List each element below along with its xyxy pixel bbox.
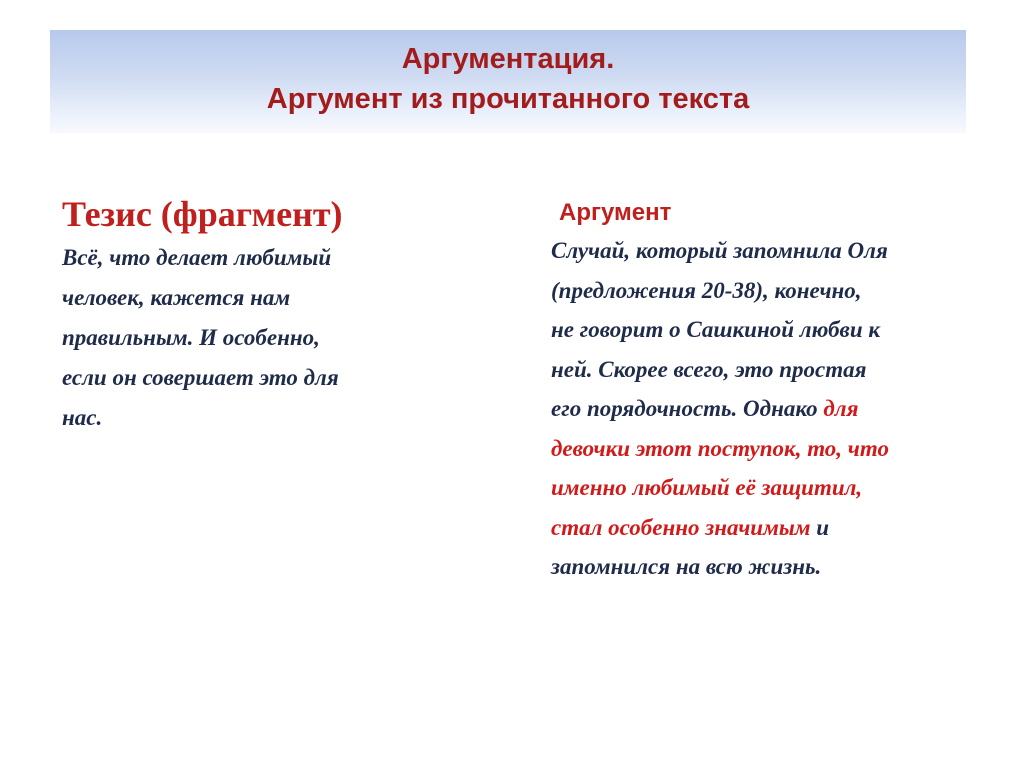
slide-title-line-1: Аргументация. [401, 43, 615, 75]
argument-text: и [810, 514, 830, 540]
argument-text: не говорит о Сашкиной любви к [551, 317, 881, 342]
thesis-column [62, 190, 442, 438]
argument-line [551, 508, 991, 548]
thesis-line: нас. [62, 405, 103, 430]
argument-line [551, 429, 991, 469]
argument-highlight: девочки этот поступок, то, что [551, 435, 889, 461]
thesis-line: правильным. И особенно, [62, 325, 320, 350]
argument-highlight: для [823, 396, 859, 421]
argument-line [551, 547, 991, 587]
argument-line [551, 231, 991, 271]
argument-highlight: именно любимый её защитил, [551, 475, 863, 500]
argument-text: запомнился на всю жизнь. [551, 554, 822, 579]
title-bar [50, 30, 966, 133]
argument-highlight: стал особенно значимым [551, 514, 811, 540]
thesis-line: человек, кажется нам [62, 285, 291, 310]
argument-heading: Аргумент [559, 199, 672, 226]
argument-line [551, 310, 991, 350]
argument-column [551, 195, 991, 587]
slide-title-line-2: Аргумент из прочитанного текста [266, 83, 750, 115]
argument-line [551, 271, 991, 311]
argument-text: (предложения 20-38), конечно, [551, 277, 862, 303]
argument-text: его порядочность. Однако [551, 396, 824, 421]
argument-text: ней. Скорее всего, это простая [551, 356, 867, 382]
argument-line [551, 468, 991, 508]
argument-line [551, 389, 991, 429]
argument-text: Случай, который запомнила Оля [551, 238, 888, 263]
thesis-line: если он совершает это для [62, 365, 339, 390]
thesis-heading: Тезис (фрагмент) [62, 194, 343, 234]
argument-line [551, 350, 991, 390]
thesis-line: Всё, что делает любимый [62, 245, 332, 270]
